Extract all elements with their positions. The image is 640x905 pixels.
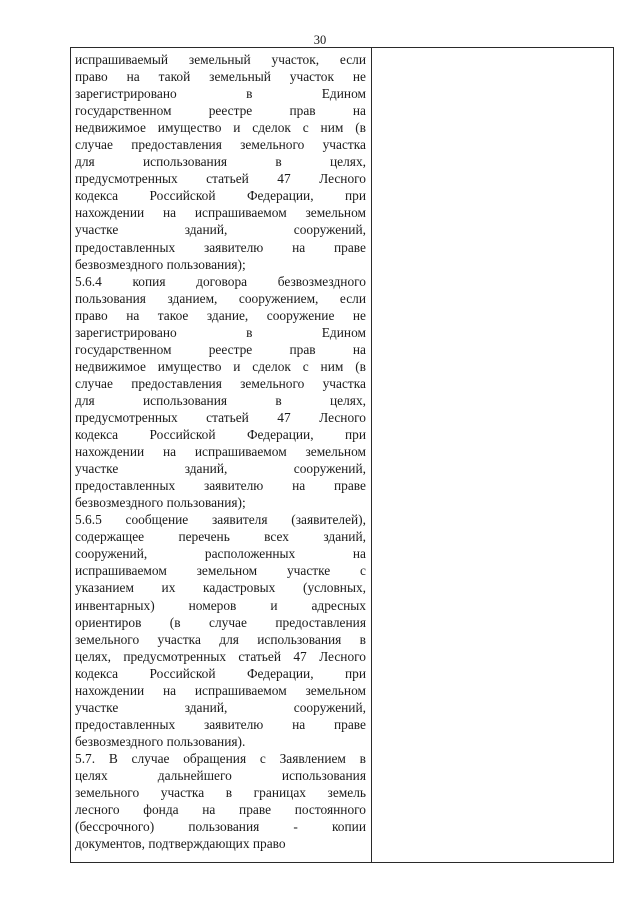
paragraph-5-6-5: [75, 511, 366, 750]
text-line: нахождении на испрашиваемом земельном: [75, 205, 366, 221]
text-line: 5.7. В случае обращения с Заявлением в: [75, 750, 366, 766]
paragraph-5-6-4: [75, 273, 366, 512]
text-line: участке зданий, сооружений,: [75, 461, 366, 477]
left-column-cell: [75, 51, 366, 862]
text-line: (бессрочного) пользования - копии: [75, 819, 366, 835]
text-line: предусмотренных статьей 47 Лесного: [75, 409, 366, 425]
text-line: предусмотренных статьей 47 Лесного: [75, 171, 366, 187]
document-table: [70, 47, 614, 863]
text-line: зарегистрировано в Едином: [75, 324, 366, 340]
text-line: 5.6.4 копия договора безвозмездного: [75, 273, 366, 289]
text-line: нахождении на испрашиваемом земельном: [75, 682, 366, 698]
text-line: безвозмездного пользования).: [75, 733, 246, 749]
text-line: целях, предусмотренных статьей 47 Лесного: [75, 648, 366, 664]
text-line: государственном реестре прав на: [75, 341, 366, 357]
text-line: сооружений, расположенных на: [75, 546, 366, 562]
text-line: случае предоставления земельного участка: [75, 375, 366, 391]
text-line: право на такое здание, сооружение не: [75, 307, 366, 323]
text-line: кодекса Российской Федерации, при: [75, 188, 366, 204]
paragraph-continuation: [75, 51, 366, 273]
text-line: для использования в целях,: [75, 392, 366, 408]
text-line: указанием их кадастровых (условных,: [75, 580, 366, 596]
text-line: лесного фонда на праве постоянного: [75, 802, 366, 818]
text-line: безвозмездного пользования);: [75, 495, 246, 511]
text-line: государственном реестре прав на: [75, 103, 366, 119]
text-line: нахождении на испрашиваемом земельном: [75, 444, 366, 460]
page-number: 30: [313, 33, 327, 47]
text-line: недвижимое имущество и сделок с ним (в: [75, 358, 366, 374]
text-line: участке зданий, сооружений,: [75, 222, 366, 238]
text-line: испрашиваемом земельном участке с: [75, 563, 366, 579]
text-line: испрашиваемый земельный участок, если: [75, 52, 366, 67]
text-line: земельного участка в границах земель: [75, 785, 366, 801]
text-line: предоставленных заявителю на праве: [75, 478, 366, 494]
text-line: право на такой земельный участок не: [75, 69, 366, 85]
text-line: документов, подтверждающих право: [75, 836, 286, 852]
text-line: недвижимое имущество и сделок с ним (в: [75, 120, 366, 136]
text-line: инвентарных) номеров и адресных: [75, 597, 366, 613]
right-column-cell: [372, 48, 613, 862]
text-line: для использования в целях,: [75, 154, 366, 170]
text-line: содержащее перечень всех зданий,: [75, 529, 366, 545]
text-line: целях дальнейшего использования: [75, 767, 366, 783]
text-line: кодекса Российской Федерации, при: [75, 665, 366, 681]
text-line: случае предоставления земельного участка: [75, 137, 366, 153]
text-line: 5.6.5 сообщение заявителя (заявителей),: [75, 512, 366, 528]
text-line: земельного участка для использования в: [75, 631, 366, 647]
paragraph-5-7: [75, 750, 366, 852]
text-line: ориентиров (в случае предоставления: [75, 614, 366, 630]
text-line: зарегистрировано в Едином: [75, 86, 366, 102]
text-line: безвозмездного пользования);: [75, 256, 246, 272]
text-line: кодекса Российской Федерации, при: [75, 427, 366, 443]
text-line: предоставленных заявителю на праве: [75, 239, 366, 255]
text-line: предоставленных заявителю на праве: [75, 716, 366, 732]
text-line: пользования зданием, сооружением, если: [75, 290, 366, 306]
text-line: участке зданий, сооружений,: [75, 699, 366, 715]
